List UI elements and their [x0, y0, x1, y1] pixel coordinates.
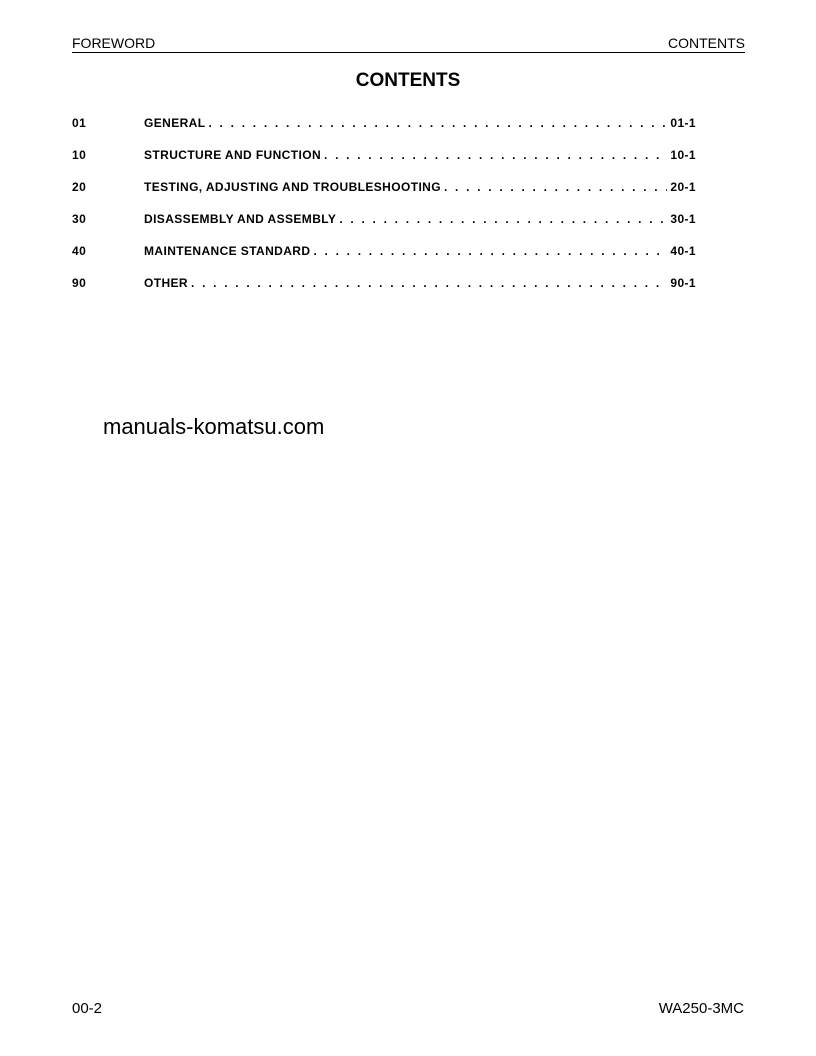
toc-entry-structure-and-function[interactable]: [72, 147, 696, 179]
toc-entry-title[interactable]: STRUCTURE AND FUNCTION: [144, 148, 322, 162]
toc-dot-leader: [208, 115, 667, 131]
toc-dot-leader: [339, 211, 667, 227]
toc-entry-disassembly-and-assembly[interactable]: [72, 211, 696, 243]
toc-entry-title[interactable]: MAINTENANCE STANDARD: [144, 244, 311, 258]
toc-entry-title[interactable]: OTHER: [144, 276, 188, 290]
toc-entry-number: 30: [72, 212, 87, 226]
toc-entry-number: 20: [72, 180, 87, 194]
toc-entry-other[interactable]: [72, 275, 696, 307]
toc-entry-number: 01: [72, 116, 87, 130]
toc-entry-page[interactable]: 90-1: [670, 276, 696, 290]
toc-entry-number: 10: [72, 148, 87, 162]
table-of-contents: [72, 115, 696, 307]
header-section-name: FOREWORD: [72, 35, 156, 51]
page-header: [72, 34, 745, 53]
toc-entry-page[interactable]: 01-1: [670, 116, 696, 130]
toc-entry-general[interactable]: [72, 115, 696, 147]
toc-entry-page[interactable]: 30-1: [670, 212, 696, 226]
page-title: CONTENTS: [355, 70, 461, 91]
toc-entry-title[interactable]: DISASSEMBLY AND ASSEMBLY: [144, 212, 337, 226]
toc-entry-maintenance-standard[interactable]: [72, 243, 696, 275]
footer-model-code: WA250-3MC: [658, 1000, 744, 1017]
toc-entry-number: 90: [72, 276, 87, 290]
toc-dot-leader: [313, 243, 667, 259]
footer-page-number: 00-2: [72, 1000, 103, 1017]
header-page-title: CONTENTS: [668, 35, 745, 51]
toc-entry-number: 40: [72, 244, 87, 258]
toc-entry-testing-adjusting[interactable]: [72, 179, 696, 211]
toc-entry-page[interactable]: 10-1: [670, 148, 696, 162]
toc-entry-page[interactable]: 20-1: [670, 180, 696, 194]
toc-dot-leader: [191, 275, 667, 291]
toc-entry-title[interactable]: TESTING, ADJUSTING AND TROUBLESHOOTING: [144, 180, 441, 194]
toc-entry-page[interactable]: 40-1: [670, 244, 696, 258]
toc-dot-leader: [324, 147, 667, 163]
toc-dot-leader: [444, 179, 667, 195]
website-watermark: manuals-komatsu.com: [103, 414, 325, 439]
toc-entry-title[interactable]: GENERAL: [144, 116, 206, 130]
